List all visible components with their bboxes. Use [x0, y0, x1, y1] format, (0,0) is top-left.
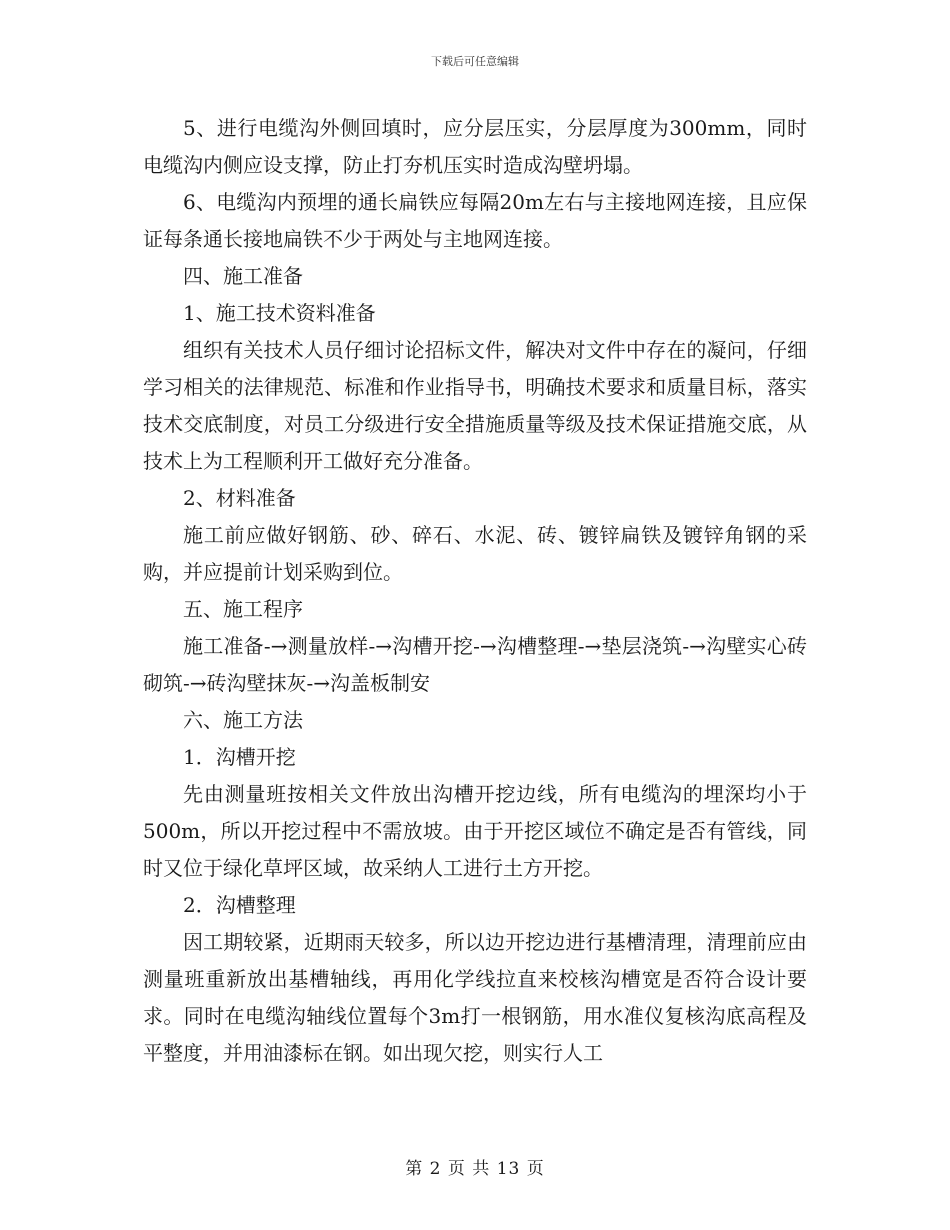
paragraph-backfill: 5、进行电缆沟外侧回填时，应分层压实，分层厚度为300mm，同时电缆沟内侧应设支撑，防止打夯机压实时造成沟壁坍塌。 [143, 116, 807, 177]
document-body [143, 110, 807, 1072]
paragraph-materials: 施工前应做好钢筋、砂、碎石、水泥、砖、镀锌扁铁及镀锌角钢的采购，并应提前计划采购到位。 [143, 523, 807, 584]
paragraph-trench-trimming: 因工期较紧，近期雨天较多，所以边开挖边进行基槽清理，清理前应由测量班重新放出基槽轴线，再用化学线拉直来校核沟槽宽是否符合设计要求。同时在电缆沟轴线位置每个3m打一根钢筋，用水准仪复核沟底高程及平整度，并用油漆标在钢。如出现欠挖，则实行人工 [143, 930, 807, 1065]
subheading-materials: 2、材料准备 [183, 486, 296, 510]
section-heading-preparation: 四、施工准备 [183, 264, 303, 288]
subheading-technical-docs: 1、施工技术资料准备 [183, 301, 376, 325]
paragraph-technical-docs: 组织有关技术人员仔细讨论招标文件，解决对文件中存在的凝问，仔细学习相关的法律规范、标准和作业指导书，明确技术要求和质量目标，落实技术交底制度，对员工分级进行安全措施质量等级及技术保证措施交底，从技术上为工程顺利开工做好充分准备。 [143, 338, 807, 473]
page-header-note: 下载后可任意编辑 [431, 55, 519, 68]
subheading-trench-trimming: 2．沟槽整理 [183, 893, 296, 917]
paragraph-procedure: 施工准备-→测量放样-→沟槽开挖-→沟槽整理-→垫层浇筑-→沟壁实心砖砌筑-→砖沟壁抹灰-→沟盖板制安 [143, 634, 807, 695]
section-heading-procedure: 五、施工程序 [183, 597, 303, 621]
page-number: 第 2 页 共 13 页 [405, 1159, 545, 1179]
section-heading-methods: 六、施工方法 [183, 708, 303, 732]
paragraph-trench-excavation: 先由测量班按相关文件放出沟槽开挖边线，所有电缆沟的埋深均小于500m，所以开挖过程中不需放坡。由于开挖区域位不确定是否有管线，同时又位于绿化草坪区域，故采纳人工进行土方开挖。 [143, 782, 807, 880]
paragraph-grounding-flat-iron: 6、电缆沟内预埋的通长扁铁应每隔20m左右与主接地网连接，且应保证每条通长接地扁铁不少于两处与主地网连接。 [143, 190, 807, 251]
subheading-trench-excavation: 1．沟槽开挖 [183, 745, 296, 769]
